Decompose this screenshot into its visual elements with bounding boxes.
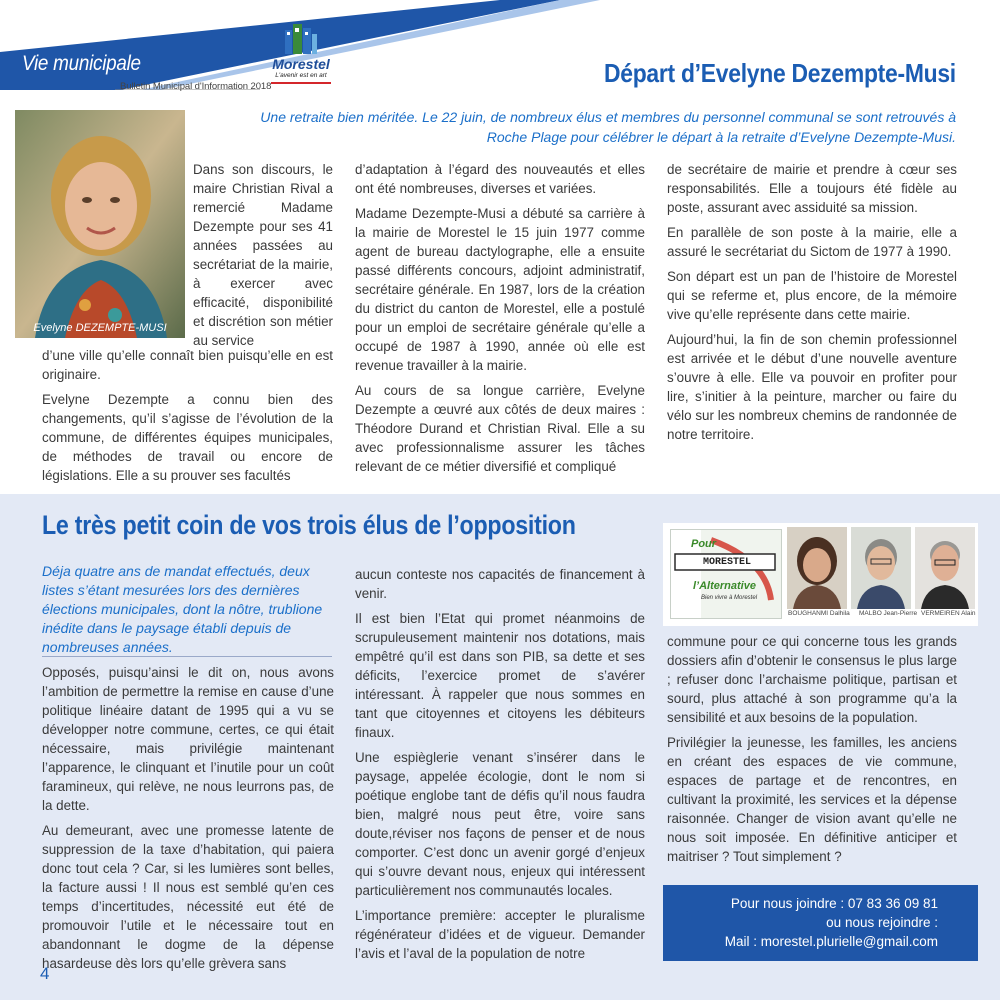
page-number: 4 <box>40 964 50 983</box>
morestel-logo <box>265 20 337 90</box>
logo-name: Morestel <box>272 56 330 72</box>
paragraph: Il est bien l’Etat qui promet néanmoins de scrupuleusement maintenir nos dotations, mais empêtré qu’il est dans son PIB, sa dette et ses déficits, l’exercice promet de s’avérer intéressant. À rappeler que nous sommes en tant que citoyennes et citoyens les débiteurs finaux. <box>355 611 645 740</box>
logo-underline <box>271 82 331 84</box>
article2-lead: Déja quatre ans de mandat effectués, deux listes s’étant mesurées lors des dernières élections municipales, dont la nôtre, trublione inédite dans le paysage établi depuis de nombreuses années. <box>42 563 323 655</box>
paragraph: L’importance première: accepter le pluralisme régénérateur d’idées et de vigueur. Demander l’avis et l’aval de la population de notre <box>355 908 645 961</box>
paragraph: de secrétaire de mairie et prendre à cœur ses responsabilités. Elle a toujours été fidèle au poste, assurant avec assiduité sa mission. <box>667 162 957 215</box>
contact-phone: Pour nous joindre : 07 83 36 09 81 <box>730 896 938 911</box>
article1-column1 <box>42 346 333 491</box>
paragraph: Madame Dezempte-Musi a débuté sa carrière à la mairie de Morestel le 15 juin 1977 comme agent de bureau dactylographe, elle a ensuite passé différents concours, adjoint administratif, secrétaire générale. En 1987, lors de la création du district du canton de Morestel, elle a postulé pour un emploi de secrétaire générale qu’elle a occupé de 1987 à 1990, année où elle est revenue travailler à la mairie. <box>355 206 645 373</box>
paragraph: Dans son discours, le maire Christian Rival a remercié Madame Dezempte pour ses 41 années passées au secrétariat de la mairie, à exercer avec efficacité, disponibilité et discrétion son métier au service <box>193 162 333 348</box>
elu-photo-1 <box>787 527 847 609</box>
elu-name: MALBO Jean-Pierre <box>859 610 918 617</box>
elu-name: VERMEIREN Alain <box>921 610 976 617</box>
section-title: Vie municipale <box>22 52 141 75</box>
article2-column2 <box>355 565 645 969</box>
article1-column2 <box>355 160 645 482</box>
article2-column1 <box>42 663 334 979</box>
portrait-illustration <box>15 110 185 338</box>
paragraph: Une espièglerie venant s’insérer dans le paysage, appelée écologie, dont le nom si poétique englobe tant de défis qu’il nous faudra bien, malgré nous peut être, voire sans doute,réviser nos façons de penser et de nous comporter. C’est donc un avenir gorgé d’enjeux qui s’ouvre devant nous, enjeux qui intéressent particulièrement nos communautés locales. <box>355 750 645 898</box>
elu-photo-2 <box>851 527 911 609</box>
logo-pour: Pour <box>691 538 717 550</box>
paragraph: commune pour ce qui concerne tous les grands dossiers afin d’obtenir le consensus le plus large ; refuser donc l’archaisme politique, partisan et sourd, plus attaché à son programme qu’a la sensibilité et aux besoins de la population. <box>667 634 957 725</box>
logo-morestel: MORESTEL <box>702 557 751 568</box>
paragraph: Opposés, puisqu’ainsi le dit on, nous avons l’ambition de permettre la remise en cause d’une politique linéaire datant de 1995 qui a vu se développer notre commune, certes, ce qui était nécessaire, mais privilégie maintenant l’apparence, le clinquant et l’inutile pour un coût faramineux, qui relève, ne nous leurrons pas, de la dette. <box>42 665 334 813</box>
portrait-caption: Evelyne DEZEMPTE-MUSI <box>33 322 167 334</box>
paragraph: Privilégier la jeunesse, les familles, les anciens en créant des espaces de vie commune, espaces de partage et de rencontres, en cultivant la proximité, les services et la dépense raisonnée. Changer de vision avant qu’elle ne nous soit imposée. En définitive anticiper et maitriser ? Tout simplement ? <box>667 735 957 864</box>
article2-title: Le très petit coin de vos trois élus de l’opposition <box>42 510 576 540</box>
paragraph: Evelyne Dezempte a connu bien des changements, qu’il s’agisse de l’évolution de la commune, de différentes équipes municipales, de méthodes de travail ou encore de législations. Elle a su prouver ses facultés <box>42 392 333 483</box>
paragraph: aucun conteste nos capacités de financement à venir. <box>355 567 645 601</box>
bulletin-label: Bulletin Municipal d'Information 2018 <box>120 81 272 92</box>
paragraph: d’adaptation à l’égard des nouveautés et elles ont été nombreuses, diverses et variées. <box>355 162 645 196</box>
elu-name: BOUGHANMI Dalhila <box>788 610 850 617</box>
lead-divider <box>42 656 332 657</box>
paragraph: Au cours de sa longue carrière, Evelyne Dezempte a œuvré aux côtés de deux maires : Théodore Durand et Christian Rival. Elle a su avec professionnalisme assurer les tâches relevant de ce métier diversifié et compliqué <box>355 383 645 474</box>
article1-column1-wrap <box>193 160 333 356</box>
elu-photo-3 <box>915 527 975 609</box>
castle-icon <box>265 20 337 56</box>
contact-join: ou nous rejoindre : <box>826 915 938 930</box>
alternative-logo-art <box>671 530 781 618</box>
article2-column3 <box>667 632 957 872</box>
opposition-banner <box>663 523 978 626</box>
logo-tagline: Bien vivre à Morestel <box>701 595 758 601</box>
article1-column3 <box>667 160 957 450</box>
portrait-photo <box>15 110 185 338</box>
paragraph: Au demeurant, avec une promesse latente de suppression de la taxe d’habitation, qui paiera donc tout cela ? Car, si les lumières sont belles, la facture aussi ! Il nous est semblé qu’en ces temps d’incertitudes, nécessité eut été de promouvoir l’utile et le nécessaire tout en abandonnant le dogme de la dépense hasardeuse dès lors qu’elle grèvera sans <box>42 823 334 971</box>
logo-alternative: l’Alternative <box>693 580 756 592</box>
alternative-logo <box>670 529 782 619</box>
paragraph: Son départ est un pan de l’histoire de Morestel qui se referme et, plus encore, de la mémoire vive qu’elle représente dans cette mairie. <box>667 269 957 322</box>
paragraph: Aujourd’hui, la fin de son chemin professionnel est arrivée et le début d’une nouvelle aventure s’ouvre à elle. Elle va pouvoir en profiter pour lire, s’initier à la peinture, marcher ou faire du vélo sur les nombreux chemins de randonnée de notre territoire. <box>667 332 957 442</box>
paragraph: d’une ville qu’elle connaît bien puisqu’elle en est originaire. <box>42 348 333 382</box>
paragraph: En parallèle de son poste à la mairie, elle a assuré le secrétariat du Sictom de 1977 à 1990. <box>667 225 957 259</box>
contact-mail[interactable]: Mail : morestel.plurielle@gmail.com <box>724 934 938 949</box>
logo-slogan: L'avenir est en art <box>275 72 327 79</box>
article1-lead: Une retraite bien méritée. Le 22 juin, de nombreux élus et membres du personnel communal se sont retrouvés à Roche Plage pour célébrer le départ à la retraite d’Evelyne Dezempte-Musi. <box>260 109 956 145</box>
article1-title: Départ d’Evelyne Dezempte-Musi <box>604 58 956 88</box>
contact-box <box>663 885 978 961</box>
